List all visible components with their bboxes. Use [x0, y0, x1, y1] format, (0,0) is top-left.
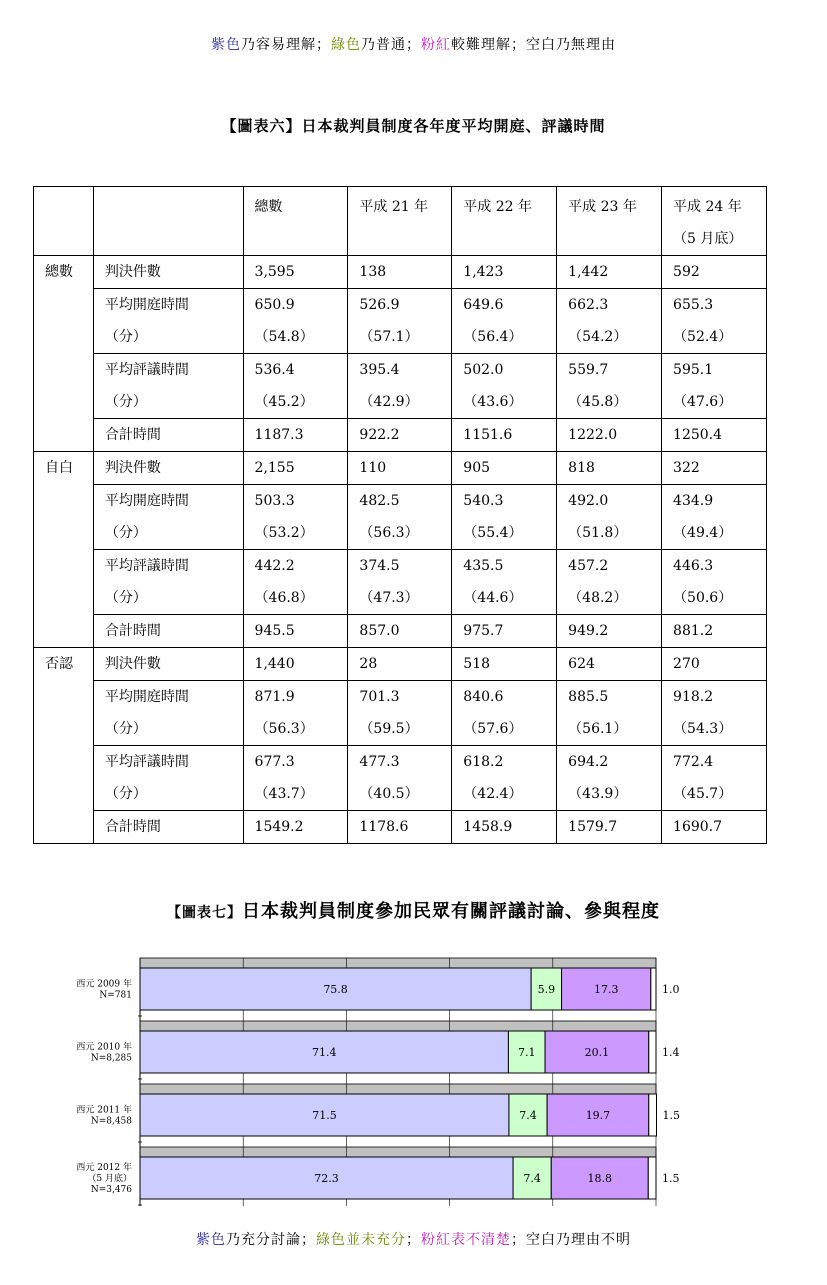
chart-category-label: 西元 2010 年 — [76, 1042, 132, 1053]
table6-cell — [557, 550, 662, 615]
table6-cell-percent: （59.5） — [359, 721, 419, 737]
table6-row — [34, 811, 767, 844]
chart-band — [140, 958, 656, 968]
table6-cell — [452, 354, 557, 419]
chart-data-label: 1.5 — [662, 1109, 681, 1122]
table6-cell-value: 840.6 — [463, 689, 504, 705]
table6-cell-value: 1178.6 — [359, 819, 409, 835]
table6-row-label-unit: （分） — [104, 329, 147, 345]
chart-bar-segment — [648, 1157, 656, 1199]
table6-cell-value: 434.9 — [673, 493, 714, 509]
table6-cell-percent: （51.8） — [568, 525, 628, 541]
legend-purple-desc: 乃容易理解； — [241, 37, 331, 53]
chart-data-label: 1.5 — [662, 1172, 680, 1185]
table6-group-label: 總數 — [34, 256, 94, 452]
table6-cell — [243, 648, 348, 681]
table6-row — [34, 550, 767, 615]
table6-cell-value: 2,155 — [254, 460, 295, 476]
table6-cell — [662, 256, 767, 289]
table6-cell-value: 701.3 — [359, 689, 400, 705]
chart-data-label: 7.4 — [519, 1109, 537, 1122]
table6-cell-value: 857.0 — [359, 623, 400, 639]
table6-header-cell — [557, 187, 662, 256]
table6-cell — [348, 419, 452, 452]
table6-row — [34, 746, 767, 811]
chart-data-label: 71.4 — [311, 1046, 337, 1059]
table6-cell — [557, 256, 662, 289]
table6-cell-value: 492.0 — [568, 493, 609, 509]
table6-header-cell — [348, 187, 452, 256]
table6-cell-value: 818 — [568, 460, 595, 476]
table6-row-label-main: 判決件數 — [104, 460, 161, 476]
table6-cell — [452, 746, 557, 811]
table6-header-row — [34, 187, 767, 256]
table6-cell-percent: （47.6） — [673, 394, 733, 410]
table6-cell-value: 28 — [359, 656, 378, 672]
table6-header-text: 平成 23 年 — [568, 199, 637, 215]
table6-cell-value: 536.4 — [254, 362, 295, 378]
chart7-title-prefix: 【圖表七】 — [167, 905, 242, 921]
chart-data-label: 7.4 — [523, 1172, 541, 1185]
table6-cell-value: 138 — [359, 264, 387, 280]
table6-cell-value: 446.3 — [673, 558, 714, 574]
table6-cell-value: 1,440 — [254, 656, 295, 672]
chart-category-label: N=781 — [99, 990, 132, 1001]
table6-cell-value: 1151.6 — [463, 427, 513, 443]
table6-cell — [662, 681, 767, 746]
chart-data-label: 1.0 — [662, 983, 680, 996]
table6-cell-value: 559.7 — [568, 362, 609, 378]
table6-row — [34, 419, 767, 452]
table6-cell-value: 949.2 — [568, 623, 609, 639]
table6-cell — [557, 485, 662, 550]
legend-bottom-tail: ；空白乃理由不明 — [511, 1232, 631, 1248]
table6-row-label-main: 合計時間 — [104, 427, 161, 443]
chart-data-label: 19.7 — [585, 1109, 611, 1122]
table6-cell-value: 442.2 — [254, 558, 295, 574]
table6-cell-value: 975.7 — [463, 623, 504, 639]
table6-cell-percent: （43.6） — [463, 394, 523, 410]
chart-category-label: N=8,285 — [90, 1053, 132, 1064]
table6-row — [34, 648, 767, 681]
table6-cell-value: 270 — [673, 656, 700, 672]
chart7-stacked-bar — [60, 950, 700, 1220]
table6-row — [34, 452, 767, 485]
table6-header-cell — [243, 187, 348, 256]
table6-cell-value: 624 — [568, 656, 595, 672]
chart-category-label: （5 月底） — [87, 1174, 132, 1184]
table6-cell — [243, 746, 348, 811]
chart-data-label: 75.8 — [323, 983, 348, 996]
table6-row-label — [93, 485, 243, 550]
table6-cell-percent: （44.6） — [463, 590, 523, 606]
table6-cell — [452, 485, 557, 550]
chart7-title-main: 日本裁判員制度參加民眾有關評議討論、參與程度 — [242, 901, 660, 922]
table6-cell-value: 322 — [673, 460, 700, 476]
table6-cell — [348, 354, 452, 419]
table6-row-label-main: 判決件數 — [104, 656, 161, 672]
chart-data-label: 72.3 — [314, 1172, 339, 1185]
table6-row-label — [93, 615, 243, 648]
chart-bar-segment — [651, 968, 656, 1010]
table6-row-label-unit: （分） — [104, 525, 147, 541]
table6-cell-value: 655.3 — [673, 297, 714, 313]
table6-cell-value: 1579.7 — [568, 819, 618, 835]
table6-cell — [348, 256, 452, 289]
table6-cell-percent: （53.2） — [254, 525, 314, 541]
legend-bottom-sep: ； — [406, 1232, 421, 1248]
table6-cell — [348, 289, 452, 354]
table6-cell — [662, 452, 767, 485]
table6-cell-value: 905 — [463, 460, 491, 476]
table6-cell-value: 885.5 — [568, 689, 609, 705]
table6-cell — [662, 550, 767, 615]
chart-data-label: 18.8 — [587, 1172, 613, 1185]
table6-cell-percent: （45.2） — [254, 394, 314, 410]
table6-cell-value: 694.2 — [568, 754, 609, 770]
table6-row-label — [93, 452, 243, 485]
chart-bar-segment — [649, 1031, 656, 1073]
legend-green-desc: 乃普通； — [361, 37, 421, 53]
table6-cell-percent: （50.6） — [673, 590, 733, 606]
table6-cell — [348, 746, 452, 811]
table6-row-label — [93, 811, 243, 844]
table6-cell — [662, 419, 767, 452]
chart-bar-segment — [649, 1094, 657, 1136]
table6-cell-value: 618.2 — [463, 754, 504, 770]
table6-cell-value: 871.9 — [254, 689, 295, 705]
table6-row — [34, 256, 767, 289]
table6-cell-percent: （43.9） — [568, 786, 628, 802]
table6-cell — [662, 354, 767, 419]
table6-cell — [452, 811, 557, 844]
table6-cell-value: 649.6 — [463, 297, 504, 313]
table6-cell-value: 945.5 — [254, 623, 295, 639]
table6-cell — [243, 354, 348, 419]
table6-cell — [662, 485, 767, 550]
table6-header-text: 平成 21 年 — [359, 199, 429, 215]
table6-cell-value: 1458.9 — [463, 819, 513, 835]
table6-cell-value: 374.5 — [359, 558, 400, 574]
table6-row-label-main: 平均評議時間 — [104, 558, 189, 574]
table6-cell — [243, 681, 348, 746]
table6-row — [34, 485, 767, 550]
table6-cell-value: 1250.4 — [673, 427, 723, 443]
table6-cell-percent: （42.4） — [463, 786, 523, 802]
table6-cell-value: 3,595 — [254, 264, 295, 280]
table6-header-cell — [34, 187, 94, 256]
table6-cell — [243, 289, 348, 354]
table6-cell — [243, 550, 348, 615]
table6-cell-value: 477.3 — [359, 754, 400, 770]
table6-cell-percent: （45.7） — [673, 786, 733, 802]
table6-cell — [452, 615, 557, 648]
table6-cell — [662, 289, 767, 354]
legend-top — [0, 34, 827, 54]
table6-cell-value: 1187.3 — [254, 427, 304, 443]
table6-cell-value: 650.9 — [254, 297, 295, 313]
table6-cell — [452, 550, 557, 615]
table6-header-cell — [662, 187, 767, 256]
table6-cell-percent: （48.2） — [568, 590, 628, 606]
chart-category-label: 西元 2009 年 — [76, 979, 132, 990]
table6-row — [34, 354, 767, 419]
table6-cell — [243, 419, 348, 452]
table6-cell — [348, 648, 452, 681]
table6-cell — [557, 681, 662, 746]
legend-purple: 紫色 — [211, 37, 241, 53]
table6-cell-percent: （40.5） — [359, 786, 419, 802]
table6-cell — [348, 452, 452, 485]
table6-row-label-main: 平均評議時間 — [104, 362, 189, 378]
chart-category-label: 西元 2011 年 — [76, 1105, 132, 1116]
table6-row-label-main: 合計時間 — [104, 819, 161, 835]
chart-data-label: 71.5 — [312, 1109, 337, 1122]
table6-cell-percent: （54.8） — [254, 329, 314, 345]
table6-cell-percent: （57.1） — [359, 329, 419, 345]
table6-row-label-main: 判決件數 — [104, 264, 161, 280]
chart-data-label: 17.3 — [593, 983, 619, 996]
table6-cell-percent: （56.3） — [359, 525, 419, 541]
table6-cell-value: 540.3 — [463, 493, 504, 509]
table6-cell-value: 595.1 — [673, 362, 714, 378]
chart-band — [140, 1147, 656, 1157]
table6-row-label — [93, 289, 243, 354]
table6-cell — [452, 256, 557, 289]
table6-header-cell — [452, 187, 557, 256]
table6-cell-value: 922.2 — [359, 427, 400, 443]
table6-cell — [557, 289, 662, 354]
legend-bottom-purple-desc: 乃充分討論； — [226, 1232, 316, 1248]
table6-row-label-unit: （分） — [104, 721, 147, 737]
table6-row-label-main: 平均開庭時間 — [104, 297, 189, 313]
table6-row — [34, 289, 767, 354]
table6-cell-value: 502.0 — [463, 362, 504, 378]
chart-category-label: N=3,476 — [90, 1185, 132, 1195]
table6-cell-percent: （52.4） — [673, 329, 733, 345]
chart-band — [140, 1084, 656, 1094]
table6-cell — [243, 485, 348, 550]
table6-cell-percent: （54.2） — [568, 329, 628, 345]
table6-cell — [452, 681, 557, 746]
table6-cell-percent: （46.8） — [254, 590, 314, 606]
table6-cell-percent: （49.4） — [673, 525, 733, 541]
table6-cell-value: 1,423 — [463, 264, 504, 280]
table6-cell-percent: （54.3） — [673, 721, 733, 737]
table6-cell — [557, 811, 662, 844]
legend-bottom-pink: 粉紅表不清楚 — [421, 1232, 511, 1248]
table6-cell — [348, 615, 452, 648]
table6-cell-percent: （56.3） — [254, 721, 314, 737]
table6-cell-percent: （45.8） — [568, 394, 628, 410]
table6-cell — [557, 354, 662, 419]
table6-header-cell — [93, 187, 243, 256]
table6-cell — [243, 615, 348, 648]
table6-cell-value: 1222.0 — [568, 427, 618, 443]
table6-cell-value: 435.5 — [463, 558, 504, 574]
table6-row-label — [93, 648, 243, 681]
table6-cell-value: 503.3 — [254, 493, 295, 509]
legend-bottom — [0, 1229, 827, 1249]
table6-header-subtext: （5 月底） — [673, 231, 743, 247]
table6-row-label — [93, 681, 243, 746]
chart-data-label: 20.1 — [584, 1046, 610, 1059]
table6-cell — [557, 615, 662, 648]
table6-cell-value: 395.4 — [359, 362, 400, 378]
table6-cell — [452, 452, 557, 485]
table6-cell — [243, 811, 348, 844]
table6-cell — [452, 289, 557, 354]
table6-header-text: 平成 24 年 — [673, 199, 742, 215]
chart-data-label: 1.4 — [662, 1046, 680, 1059]
chart-category-label: N=8,458 — [90, 1116, 132, 1127]
table6-header-text: 平成 22 年 — [463, 199, 533, 215]
table6-row-label-main: 平均開庭時間 — [104, 689, 189, 705]
table6-row — [34, 681, 767, 746]
table6-cell — [348, 681, 452, 746]
legend-pink: 粉紅 — [421, 37, 451, 53]
table6-header-text: 總數 — [254, 199, 283, 215]
table6-cell-percent: （57.6） — [463, 721, 523, 737]
table6-cell — [348, 485, 452, 550]
legend-pink-desc: 較難理解；空白乃無理由 — [451, 37, 616, 53]
table6-cell-value: 677.3 — [254, 754, 295, 770]
table6-row-label — [93, 419, 243, 452]
table6-row-label — [93, 746, 243, 811]
table6-cell-value: 457.2 — [568, 558, 609, 574]
table6-row — [34, 615, 767, 648]
chart-data-label: 5.9 — [537, 983, 556, 996]
table6-cell-value: 1690.7 — [673, 819, 723, 835]
table6-cell-percent: （56.4） — [463, 329, 523, 345]
table6-row-label-unit: （分） — [104, 786, 147, 802]
table6-cell-value: 482.5 — [359, 493, 400, 509]
table6-cell — [557, 648, 662, 681]
table6-cell-percent: （42.9） — [359, 394, 419, 410]
table6-cell — [243, 256, 348, 289]
table6-cell-percent: （47.3） — [359, 590, 419, 606]
table6-cell-value: 526.9 — [359, 297, 400, 313]
table6-title: 【圖表六】日本裁判員制度各年度平均開庭、評議時間 — [221, 117, 606, 135]
table6-cell — [662, 615, 767, 648]
table6-group-label: 自白 — [34, 452, 94, 648]
table6-cell — [348, 550, 452, 615]
chart-band — [140, 1021, 656, 1031]
table6-row-label-unit: （分） — [104, 394, 147, 410]
table6-row-label — [93, 256, 243, 289]
table6-row-label-unit: （分） — [104, 590, 147, 606]
table6-cell-value: 518 — [463, 656, 491, 672]
legend-green: 綠色 — [331, 37, 361, 53]
table6-row-label — [93, 550, 243, 615]
table6-group-label: 否認 — [34, 648, 94, 844]
legend-bottom-purple: 紫色 — [196, 1232, 226, 1248]
table6-cell — [662, 746, 767, 811]
table6 — [33, 186, 767, 844]
table6-cell-value: 918.2 — [673, 689, 714, 705]
table6-row-label-main: 平均開庭時間 — [104, 493, 189, 509]
legend-bottom-green: 綠色並未充分 — [316, 1232, 406, 1248]
table6-cell — [662, 648, 767, 681]
table6-cell — [348, 811, 452, 844]
table6-row-label-main: 合計時間 — [104, 623, 161, 639]
chart-data-label: 7.1 — [517, 1046, 536, 1059]
table6-cell — [557, 452, 662, 485]
table6-cell-value: 881.2 — [673, 623, 714, 639]
table6-cell-value: 1,442 — [568, 264, 609, 280]
table6-row-label-main: 平均評議時間 — [104, 754, 189, 770]
table6-cell-percent: （56.1） — [568, 721, 628, 737]
table6-cell — [243, 452, 348, 485]
table6-cell — [452, 419, 557, 452]
table6-cell-percent: （55.4） — [463, 525, 523, 541]
table6-cell — [557, 419, 662, 452]
table6-cell-value: 110 — [359, 460, 387, 476]
table6-row-label — [93, 354, 243, 419]
table6-cell — [452, 648, 557, 681]
table6-cell-percent: （43.7） — [254, 786, 314, 802]
table6-cell-value: 772.4 — [673, 754, 714, 770]
chart7-title — [0, 897, 827, 923]
table6-cell — [557, 746, 662, 811]
chart-category-label: 西元 2012 年 — [76, 1163, 132, 1173]
table6-cell-value: 592 — [673, 264, 700, 280]
table6-cell-value: 1549.2 — [254, 819, 304, 835]
table6-cell-value: 662.3 — [568, 297, 609, 313]
table6-cell — [662, 811, 767, 844]
